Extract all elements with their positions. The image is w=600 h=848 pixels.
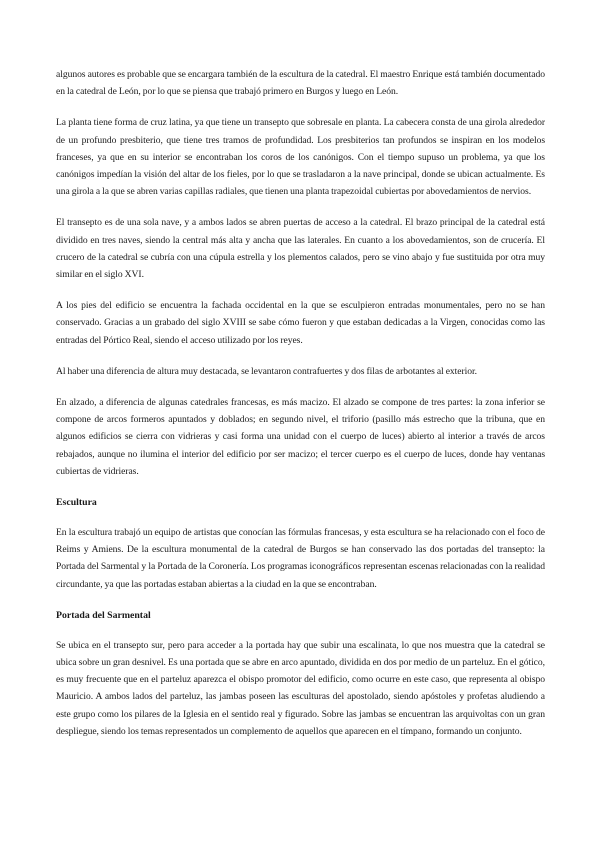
paragraph-intro: algunos autores es probable que se encargara también de la escultura de la catedral. El maestro Enrique está también documentado en la catedral de León, por lo que se piensa que trabajó primero en Burgos y luego en León. — [56, 69, 545, 98]
paragraph-alzado: En alzado, a diferencia de algunas catedrales francesas, es más macizo. El alzado se compone de tres partes: la zona inferior se compone de arcos formeros apuntados y doblados; en segundo nivel, el triforio (pasillo más estrecho que la tribuna, que en algunos edificios se cierra con vidrieras y casi forma una unidad con el cuerpo de luces) abierto al interior a través de arcos rebajados, aunque no ilumina el interior del edificio por ser macizo; el tercer cuerpo es el cuerpo de luces, donde hay ventanas cubiertas de vidrieras. — [56, 397, 545, 477]
heading-escultura: Escultura — [56, 497, 97, 509]
paragraph-altura: Al haber una diferencia de altura muy destacada, se levantaron contrafuertes y dos filas de arbotantes al exterior. — [56, 365, 477, 377]
paragraph-sarmental: Se ubica en el transepto sur, pero para acceder a la portada hay que subir una escalinata, lo que nos muestra que la catedral se ubica sobre un gran desnivel. Es una portada que se abre en arco apuntado, dividida en dos por medio de un parteluz. En el gótico, es muy frecuente que en el parteluz aparezca el obispo promotor del edificio, como ocurre en este caso, que representa al obispo Mauricio. A ambos lados del parteluz, las jambas poseen las esculturas del apostolado, siendo apóstoles y profetas aludiendo a este grupo como los pilares de la Iglesia en el sentido real y figurado. Sobre las jambas se encuentran las arquivoltas con un gran despliegue, siendo los temas representados un complemento de aquellos que aparecen en el tímpano, formando un conjunto. — [56, 639, 545, 737]
document-page — [56, 66, 545, 754]
paragraph-transepto: El transepto es de una sola nave, y a ambos lados se abren puertas de acceso a la catedral. El brazo principal de la catedral está dividido en tres naves, siendo la central más alta y ancha que las laterales. En cuanto a los abovedamientos, son de crucería. El crucero de la catedral se cubría con una cúpula estrella y los plementos calados, pero se vino abajo y fue sustituida por otra muy similar en el siglo XVI. — [56, 217, 545, 281]
paragraph-escultura: En la escultura trabajó un equipo de artistas que conocían las fórmulas francesas, y esta escultura se ha relacionado con el foco de Reims y Amiens. De la escultura monumental de la catedral de Burgos se han conservado las dos portadas del transepto: la Portada del Sarmental y la Portada de la Coronería. Los programas iconográficos representan escenas relacionadas con la realidad circundante, ya que las portadas estaban abiertas a la ciudad en la que se encontraban. — [56, 527, 545, 590]
heading-portada-sarmental: Portada del Sarmental — [56, 609, 151, 621]
paragraph-planta: La planta tiene forma de cruz latina, ya que tiene un transepto que sobresale en planta. La cabecera consta de una girola alrededor de un profundo presbiterio, que tiene tres tramos de profundidad. Los presbiterios tan profundos se inspiran en los modelos franceses, ya que en su interior se encontraban los coros de los canónigos. Con el tiempo supuso un problema, ya que los canónigos impedían la visión del altar de los fieles, por lo que se trasladaron a la nave principal, donde se ubican actualmente. Es una girola a la que se abren varias capillas radiales, que tienen una planta trapezoidal cubiertas por abovedamientos de nervios. — [56, 117, 545, 198]
paragraph-fachada: A los pies del edificio se encuentra la fachada occidental en la que se esculpieron entradas monumentales, pero no se han conservado. Gracias a un grabado del siglo XVIII se sabe cómo fueron y que estaban dedicadas a la Virgen, conocidas como las entradas del Pórtico Real, siendo el acceso utilizado por los reyes. — [56, 300, 545, 346]
